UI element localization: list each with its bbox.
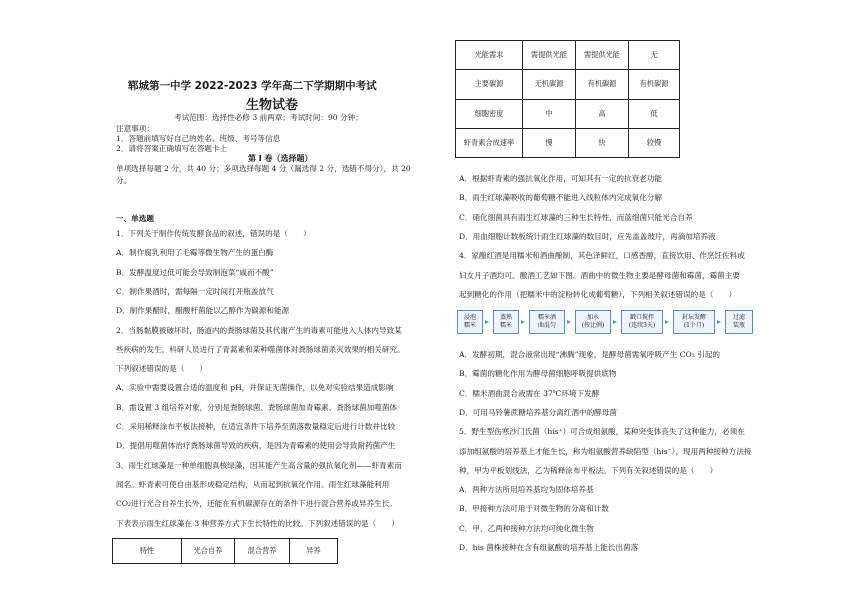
text-line: D．用血细胞计数板统计雨生红球藻的数目时，应先盖盖玻片，再滴加培养液: [459, 231, 716, 241]
text-line: 起到糖化的作用（把糯米中的淀粉转化成葡萄糖），下列相关叙述错误的是（ ）: [459, 289, 737, 299]
nutrition-table-header: [112, 538, 338, 564]
flow-step: 蒸熟 糯米: [493, 310, 519, 334]
text-line: A．根据虾青素的强抗氧化作用，可知其有一定的抗衰老功能: [459, 174, 662, 183]
table-cell: 光能需求: [456, 41, 523, 70]
table-header-cell: 混合营养: [235, 539, 290, 564]
flow-step: 封坛发酵 (1个月): [673, 310, 715, 334]
part-heading: 一、单选题: [116, 214, 154, 223]
table-row: [456, 70, 680, 99]
text-line: D．可用马铃薯蔗糖培养基分离红酒中的酵母菌: [459, 407, 617, 417]
arrow-right-icon: [717, 319, 723, 325]
flow-step: 过滤 装瓶: [725, 310, 753, 334]
table-cell: 有机碳源: [576, 70, 629, 99]
text-line: 2．当肠黏膜被破坏时，肠道内的粪肠球菌及其代谢产生的毒素可能进入人体内导致某: [116, 325, 402, 335]
section-desc-2: 分。: [116, 176, 132, 185]
flow-step: 浸泡 糯米: [457, 310, 483, 334]
table-row: [456, 41, 680, 70]
flow-step: 加水 (按比例): [575, 310, 611, 334]
text-line: B．霉菌的糖化作用为酵母菌细胞呼吸提供底物: [459, 369, 617, 379]
arrow-right-icon: [485, 319, 491, 325]
table-cell: 慢: [523, 128, 576, 157]
table-cell: 细胞密度: [456, 99, 523, 128]
table-cell: 需提供光能: [523, 41, 576, 70]
table-cell: 无机碳源: [523, 70, 576, 99]
school-title: 郓城第一中学 2022-2023 学年高二下学期期中考试: [128, 80, 377, 92]
text-line: A．实验中需要设置合适的温度和 pH，并保证无菌操作，以免对实验结果造成影响: [116, 383, 394, 393]
table-cell: 快: [576, 128, 629, 157]
text-line: A．两种方法所用培养基均为固体培养基: [459, 485, 594, 495]
table-cell: 需提供光能: [576, 41, 629, 70]
text-line: CO₂进行光合自养生长外，还能在有机碳源存在的条件下进行混合营养或异养生长。: [116, 499, 397, 509]
table-cell: 无: [629, 41, 680, 70]
arrow-right-icon: [665, 319, 671, 325]
section-heading: 第 I 卷（选择题）: [248, 154, 313, 163]
text-line: A．制作腐乳利用了毛霉等微生物产生的蛋白酶: [116, 248, 274, 258]
subject-title: 生物试卷: [246, 98, 299, 113]
flow-step: 糯米酒 曲混匀: [529, 310, 565, 334]
text-line: D．提倡用噬菌体治疗粪肠球菌导致的疾病，是因为青霉素的使用会导致耐药菌产生: [116, 441, 396, 451]
notice-2: 2．请将答案正确填写在答题卡上: [116, 144, 228, 153]
text-line: C．糯米酒曲混合液需在 37℃环境下发酵: [459, 388, 600, 398]
arrow-right-icon: [613, 319, 619, 325]
table-header-cell: 特性: [113, 539, 182, 564]
text-line: D．制作果醋时，醋酸杆菌能以乙醇作为碳源和能源: [116, 306, 290, 316]
text-line: C．制作果酒时，需每隔一定时间打开瓶盖放气: [116, 286, 274, 296]
text-line: C．硝化细菌具有雨生红球藻的三种生长特性，而蓝细菌只能光合自养: [459, 212, 693, 222]
arrow-right-icon: [521, 319, 527, 325]
table-cell: 高: [576, 99, 629, 128]
table-row: [456, 128, 680, 157]
table-cell: 中: [523, 99, 576, 128]
text-line: 5．野生型伤寒沙门氏菌（his⁺）可合成组氨酸，某种突变体丧失了这种能力，必须在: [459, 427, 745, 437]
table-cell: 虾青素合成速率: [456, 128, 523, 157]
text-line: 下列叙述错误的是（ ）: [116, 364, 208, 374]
text-line: 4．家酿红酒是用糯米和酒曲酿制，其色泽鲜红，口感香醇，直接饮用、作烹饪佐料或: [459, 251, 745, 261]
flow-step: 戳口搅拌 (连续3天): [621, 310, 663, 334]
text-line: 些疾病的发生。科研人员进行了青蒿素和某种噬菌体对粪肠球菌杀灭效果的相关研究。: [116, 344, 405, 354]
text-line: 妇女月子酒均可。酿酒工艺如下图。酒曲中的微生物主要是酵母菌和霉菌，霉菌主要: [459, 270, 740, 280]
text-line: 1．下列关于制作传统发酵食品的叙述，错误的是（ ）: [116, 229, 311, 238]
text-line: C．甲、乙两种接种方法均可纯化微生物: [459, 523, 594, 533]
exam-info: 考试范围：选择性必修 3 前两章；考试时间：90 分钟；: [174, 113, 363, 122]
text-line: B．需设置 3 组培养对象，分别是粪肠球菌、粪肠球菌加青霉素、粪肠球菌加噬菌体: [116, 402, 398, 412]
text-line: B．发酵温度过低可能会导致制泡菜“咸而不酸”: [116, 267, 274, 277]
table-header-cell: 异养: [290, 539, 338, 564]
notice-heading: 注意事项：: [116, 124, 154, 133]
text-line: A．发酵初期，混合液常出现“沸腾”现象，是酵母菌需氧呼吸产生 CO₂ 引起的: [459, 350, 720, 359]
table-cell: 低: [629, 99, 680, 128]
text-line: B．雨生红球藻吸收的葡萄糖不能进入线粒体内完成氧化分解: [459, 193, 663, 203]
text-line: 添加组氨酸的培养基上才能生长，称为组氨酸营养缺陷型（his⁻），现用两种接种方法接: [459, 446, 752, 456]
text-line: 闻名。虾青素可使自由基形成稳定结构，从而起到抗氧化作用。雨生红球藻能利用: [116, 479, 390, 489]
text-line: D．his 菌株接种在含有组氨酸的培养基上能长出菌落: [459, 543, 639, 552]
table-header-cell: 光合自养: [182, 539, 235, 564]
text-line: C．采用稀释涂布平板法接种，在适宜条件下培养至菌落数量稳定后进行计数并比较: [116, 422, 396, 431]
notice-1: 1．答题前填写好自己的姓名、班级、考号等信息: [116, 134, 281, 143]
growth-properties-table: [455, 40, 680, 158]
text-line: 下表表示雨生红球藻在 3 种营养方式下生长特性的比较。下列叙述错误的是（ ）: [116, 518, 400, 528]
table-cell: 较慢: [629, 128, 680, 157]
table-cell: 主要碳源: [456, 70, 523, 99]
table-row: [456, 99, 680, 128]
text-line: 3．雨生红球藻是一种单细胞真核绿藻，因其能产生高含量的强抗氧化剂——虾青素而: [116, 460, 402, 470]
section-desc-1: 单项选择每题 2 分，共 40 分；多项选择每题 4 分（漏选得 2 分，选错不得分），共 20: [116, 164, 411, 173]
arrow-right-icon: [567, 319, 573, 325]
text-line: 种，甲为平板划线法，乙为稀释涂布平板法。下列有关叙述错误的是（ ）: [459, 465, 718, 475]
table-cell: 有机碳源: [629, 70, 680, 99]
text-line: B．甲接种方法可用于对微生物的分离和计数: [459, 504, 609, 514]
